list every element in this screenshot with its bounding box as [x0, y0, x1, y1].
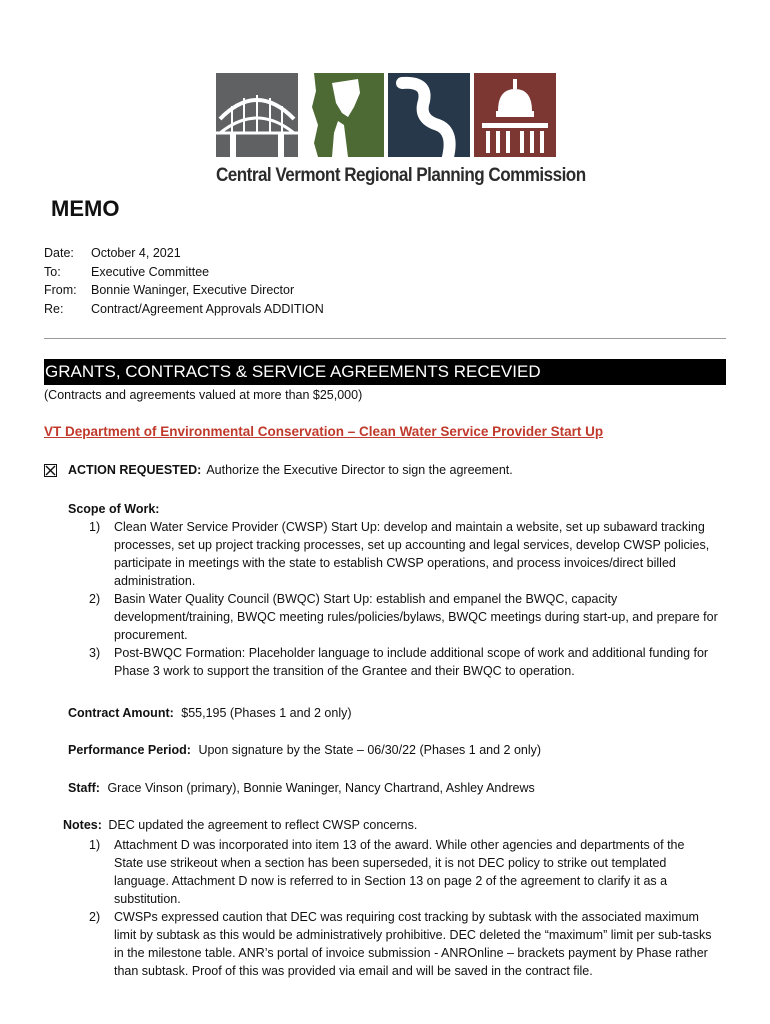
section-divider — [44, 338, 726, 339]
field-label: Staff: — [68, 781, 100, 795]
action-label: ACTION REQUESTED: — [68, 463, 202, 477]
memo-from-row — [44, 281, 324, 300]
memo-header-fields — [44, 244, 324, 318]
section-subtitle: (Contracts and agreements valued at more than $25,000) — [44, 388, 363, 402]
list-number: 2) — [89, 592, 101, 606]
field-label: Notes: — [63, 818, 102, 832]
list-text: Post-BWQC Formation: Placeholder language to include additional scope of work and additional funding for Phase 3 work to support the transition of the Grantee and their BWQC to operation. — [114, 646, 709, 678]
staff — [68, 781, 535, 795]
organization-logo — [216, 73, 586, 189]
list-text: Basin Water Quality Council (BWQC) Start Up: establish and empanel the BWQC, capacity development/training, BWQC meeting rules/policies/bylaws, BWQC meetings during start-up, and prepare for procurement. — [114, 592, 718, 642]
list-item — [89, 836, 713, 908]
bridge-icon — [216, 73, 298, 157]
field-label: Contract Amount: — [68, 706, 174, 720]
statehouse-icon — [474, 73, 556, 157]
scope-heading: Scope of Work: — [68, 502, 160, 516]
list-number: 2) — [89, 910, 101, 924]
memo-to-row — [44, 263, 324, 282]
field-value: Grace Vinson (primary), Bonnie Waninger, Nancy Chartrand, Ashley Andrews — [107, 781, 535, 795]
field-value: $55,195 (Phases 1 and 2 only) — [181, 706, 352, 720]
field-value: Executive Committee — [91, 264, 210, 279]
field-value: Bonnie Waninger, Executive Director — [91, 283, 295, 297]
field-label: To: — [44, 264, 61, 279]
section-banner: GRANTS, CONTRACTS & SERVICE AGREEMENTS RECEVIED — [44, 359, 726, 385]
field-value: Contract/Agreement Approvals ADDITION — [91, 301, 324, 316]
list-number: 1) — [89, 520, 101, 534]
list-item — [89, 908, 713, 980]
field-label: Date: — [44, 246, 74, 260]
performance-period — [68, 743, 541, 757]
memo-date-row — [44, 244, 324, 263]
field-label: Re: — [44, 301, 64, 316]
list-item — [89, 590, 725, 644]
field-value: October 4, 2021 — [91, 246, 181, 260]
list-text: Attachment D was incorporated into item 13 of the award. While other agencies and departments of the State use strikeout when a section has been superseded, it is not DEC policy to strike out templated language. Attachment D now is referred to in Section 13 on page 2 of the agreement to clarify it as a substitution. — [114, 838, 685, 906]
checked-box-icon — [44, 464, 57, 477]
memo-title: MEMO — [51, 196, 120, 221]
notes-heading — [63, 818, 417, 832]
field-label: Performance Period: — [68, 743, 191, 757]
list-text: CWSPs expressed caution that DEC was requiring cost tracking by subtask with the associated maximum limit by subtask as this would be administratively prohibitive. DEC deleted the “maximum” limit per sub-tasks in the milestone table. ANR’s portal of invoice submission - ANROnline – brackets payment by Phase rather than subtask. Proof of this was provided via email and will be saved in the contract file. — [114, 910, 712, 978]
field-value: Upon signature by the State – 06/30/22 (Phases 1 and 2 only) — [198, 743, 542, 757]
contract-title: VT Department of Environmental Conservation – Clean Water Service Provider Start Up — [44, 424, 604, 439]
list-text: Clean Water Service Provider (CWSP) Start Up: develop and maintain a website, set up subaward tracking processes, set up project tracking processes, set up accounting and legal services, develop CWSP policies, participate in meetings with the state to establish CWSP operations, and process invoices/direct billed administration. — [114, 520, 710, 588]
notes-intro: DEC updated the agreement to reflect CWSP concerns. — [108, 818, 418, 832]
contract-amount — [68, 706, 352, 720]
list-item — [89, 644, 725, 680]
list-item — [89, 518, 725, 590]
memo-re-row — [44, 300, 324, 319]
river-road-icon — [388, 73, 470, 157]
list-number: 1) — [89, 838, 101, 852]
scope-list — [89, 518, 725, 680]
action-text: Authorize the Executive Director to sign the agreement. — [206, 463, 513, 477]
notes-list — [89, 836, 713, 980]
field-label: From: — [44, 283, 77, 297]
vermont-map-icon — [302, 73, 384, 157]
list-number: 3) — [89, 646, 101, 660]
action-requested — [44, 463, 513, 477]
organization-name: Central Vermont Regional Planning Commission — [216, 165, 586, 186]
